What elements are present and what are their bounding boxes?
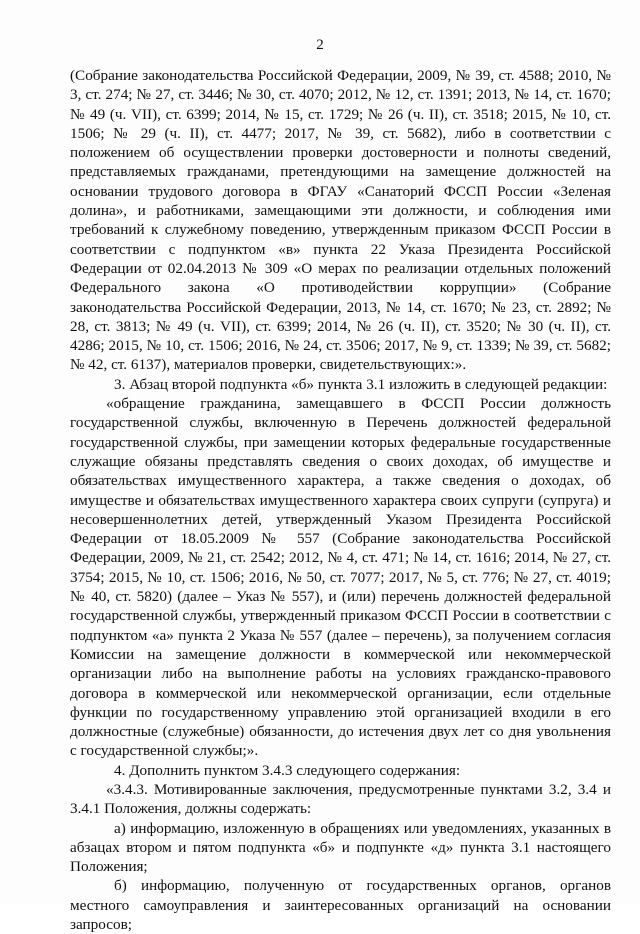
paragraph-subitem-b: б) информацию, полученную от государственных органов, органов местного самоуправления и заинтересованных организаций на основании запросов; xyxy=(70,877,611,934)
paragraph-subitem-a: а) информацию, изложенную в обращениях или уведомлениях, указанных в абзацах втором и пятом подпункта «б» и подпункте «д» пункта 3.1 настоящего Положения; xyxy=(70,819,611,876)
paragraph-item-4: 4. Дополнить пунктом 3.4.3 следующего содержания: xyxy=(114,761,461,779)
page-number: 2 xyxy=(316,37,324,53)
document-body xyxy=(70,66,611,934)
paragraph-continuation: (Собрание законодательства Российской Федерации, 2009, № 39, ст. 4588; 2010, № 3, ст. 274; № 27, ст. 3446; № 30, ст. 4070; 2012, № 12, ст. 1391; 2013, № 14, ст. 1670; № 49 (ч. VII), ст. 6399; 2014, № 15, ст. 1729; № 26 (ч. II), ст. 3518; 2015, № 10, ст. 1506; № 29 (ч. II), ст. 4477; 2017, № 39, ст. 5682), либо в соответствии с положением об осуществлении проверки достоверности и полноты сведений, представляемых гражданами, претендующими на замещение должностей на основании трудового договора в ФГАУ «Санаторий ФССП России «Зеленая долина», и работниками, замещающими эти должности, и соблюдения ими требований к служебному поведению, утвержденным приказом ФССП России в соответствии с подпунктом «в» пункта 22 Указа Президента Российской Федерации от 02.04.2013 № 309 «О мерах по реализации отдельных положений Федерального закона «О противодействии коррупции» (Собрание законодательства Российской Федерации, 2013, № 14, ст. 1670; № 23, ст. 2892; № 28, ст. 3813; № 49 (ч. VII), ст. 6399; 2014, № 26 (ч. II), ст. 3520; № 30 (ч. II), ст. 4286; 2015, № 10, ст. 1506; 2016, № 24, ст. 3506; 2017, № 9, ст. 1339; № 39, ст. 5682; № 42, ст. 6137), материалов проверки, свидетельствующих:». xyxy=(70,67,611,374)
paragraph-item-3: 3. Абзац второй подпункта «б» пункта 3.1 изложить в следующей редакции: xyxy=(114,375,608,393)
paragraph-3-4-3: «3.4.3. Мотивированные заключения, предусмотренные пунктами 3.2, 3.4 и 3.4.1 Положения, должны содержать: xyxy=(70,780,611,818)
paragraph-quote-obrashchenie: «обращение гражданина, замещавшего в ФССП России должность государственной службы, включенную в Перечень должностей федеральной государственной службы, при замещении которых федеральные государственные служащие обязаны представлять сведения о своих доходах, об имуществе и обязательствах имущественного характера, а также сведения о доходах, об имуществе и обязательствах имущественного характера своих супруги (супруга) и несовершеннолетних детей, утвержденный Указом Президента Российской Федерации от 18.05.2009 № 557 (Собрание законодательства Российской Федерации, 2009, № 21, ст. 2542; 2012, № 4, ст. 471; № 14, ст. 1616; 2014, № 27, ст. 3754; 2015, № 10, ст. 1506; 2016, № 50, ст. 7077; 2017, № 5, ст. 776; № 27, ст. 4019; № 40, ст. 5820) (далее – Указ № 557), и (или) перечень должностей федеральной государственной службы, утвержденный приказом ФССП России в соответствии с подпунктом «а» пункта 2 Указа № 557 (далее – перечень), за получением согласия Комиссии на замещение должности в коммерческой или некоммерческой организации либо на выполнение работы на условиях гражданско-правового договора в коммерческой или некоммерческой организации, если отдельные функции по государственному управлению этой организацией входили в его должностные (служебные) обязанности, до истечения двух лет со дня увольнения с государственной службы;». xyxy=(70,395,611,760)
